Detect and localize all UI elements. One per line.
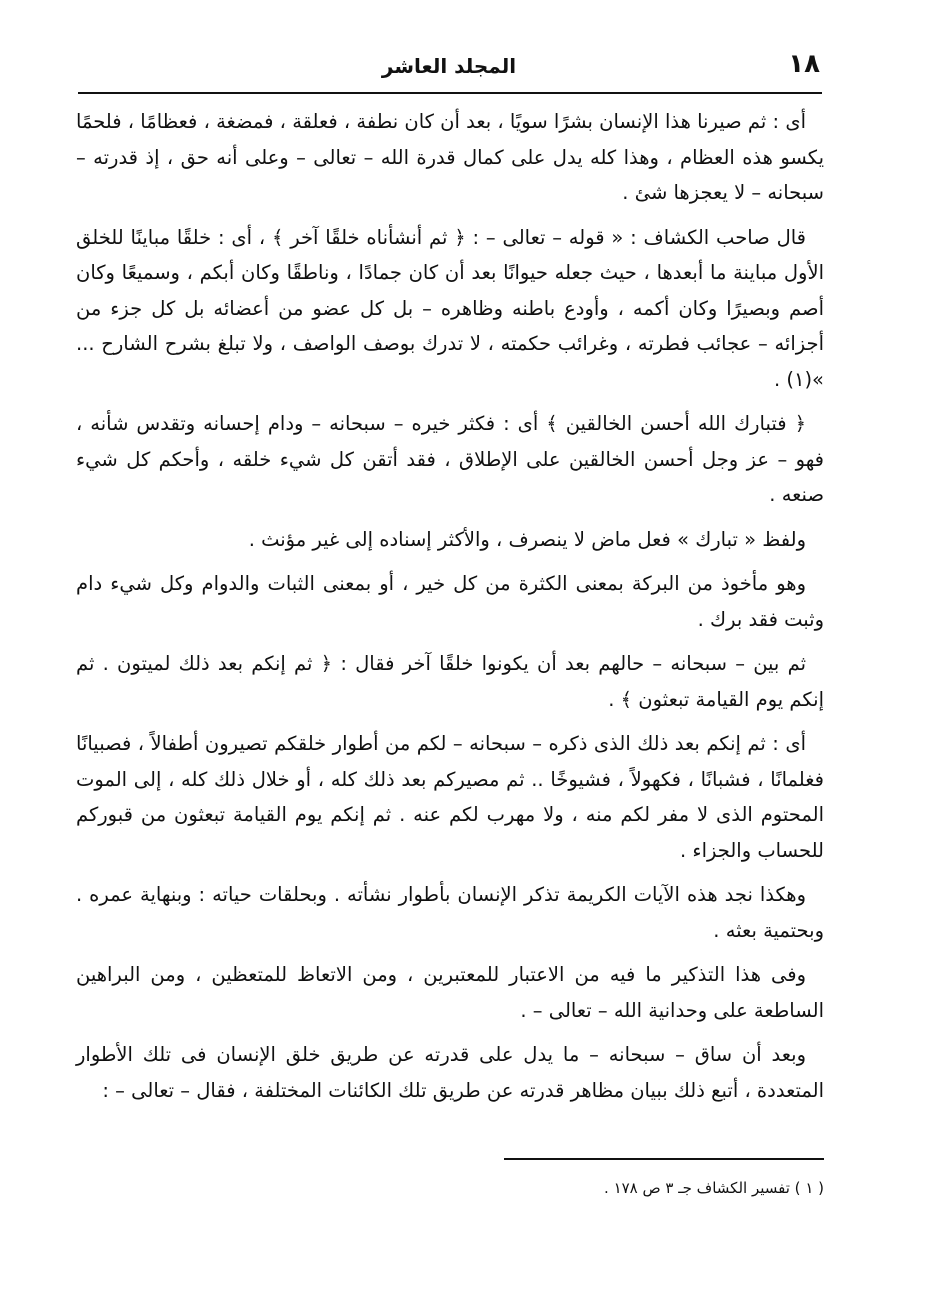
paragraph: وفى هذا التذكير ما فيه من الاعتبار للمعتبرين ، ومن الاتعاظ للمتعظين ، ومن البراهين الساطعة على وحدانية الله – تعالى – . (76, 963, 824, 1022)
footnote-rule (504, 1158, 824, 1160)
paragraph: أى : ثم صيرنا هذا الإنسان بشرًا سويًا ، بعد أن كان نطفة ، فعلقة ، فمضغة ، فعظامًا ، فلحمًا يكسو هذه العظام ، وهذا كله يدل على كمال قدرة الله – تعالى – وعلى أنه حق ، إذ قدرته – سبحانه – لا يعجزها شئ . (76, 110, 824, 204)
paragraph: ﴿ فتبارك الله أحسن الخالقين ﴾ أى : فكثر خيره – سبحانه – ودام إحسانه وتقدس شأنه ، فهو – عز وجل أحسن الخالقين على الإطلاق ، فقد أتقن كل شيء خلقه ، وأحكم كل شيء صنعه . (76, 412, 824, 506)
body-text (76, 104, 824, 1117)
paragraph: وهكذا نجد هذه الآيات الكريمة تذكر الإنسان بأطوار نشأته . وبحلقات حياته : وبنهاية عمره . وبحتمية بعثه . (76, 883, 824, 942)
paragraph: وهو مأخوذ من البركة بمعنى الكثرة من كل خير ، أو بمعنى الثبات والدوام وكل شيء دام وثبت فقد برك . (76, 572, 824, 631)
running-title: المجلد العاشر (381, 54, 517, 78)
page-header (78, 44, 820, 92)
paragraph: ثم بين – سبحانه – حالهم بعد أن يكونوا خلقًا آخر فقال : ﴿ ثم إنكم بعد ذلك لميتون . ثم إنكم يوم القيامة تبعثون ﴾ . (76, 652, 824, 711)
page-number: ١٨ (788, 49, 820, 79)
paragraph: أى : ثم إنكم بعد ذلك الذى ذكره – سبحانه – لكم من أطوار خلقكم تصيرون أطفالاً ، فصبيانًا فغلمانًا ، فشبانًا ، فكهولاً ، فشيوخًا .. ثم مصيركم بعد ذلك كله ، أو خلال ذلك كله ، إلى الموت المحتوم الذى لا مفر لكم منه ، ولا مهرب لكم عنه . ثم إنكم يوم القيامة تبعثون من قبوركم للحساب والجزاء . (76, 732, 824, 862)
paragraph: وبعد أن ساق – سبحانه – ما يدل على قدرته عن طريق خلق الإنسان فى تلك الأطوار المتعددة ، أتبع ذلك ببيان مظاهر قدرته عن طريق تلك الكائنات المختلفة ، فقال – تعالى – : (76, 1043, 824, 1102)
paragraph: قال صاحب الكشاف : « قوله – تعالى – : ﴿ ثم أنشأناه خلقًا آخر ﴾ ، أى : خلقًا مباينًا للخلق الأول مباينة ما أبعدها ، حيث جعله حيوانًا بعد أن كان جمادًا ، وناطقًا وكان أبكم ، وسميعًا وكان أصم وبصيرًا وكان أكمه ، وأودع باطنه وظاهره – بل كل عضو من أعضائه بل كل جزء من أجزائه – عجائب فطرته ، وغرائب حكمته ، لا تدرك بوصف الواصف ، ولا تبلغ بشرح الشارح ... »(١) . (76, 225, 824, 391)
header-rule (78, 92, 822, 94)
paragraph: ولفظ « تبارك » فعل ماض لا ينصرف ، والأكثر إسناده إلى غير مؤنث . (248, 527, 806, 551)
footnote: ( ١ ) تفسير الكشاف جـ ٣ ص ١٧٨ . (604, 1179, 824, 1197)
